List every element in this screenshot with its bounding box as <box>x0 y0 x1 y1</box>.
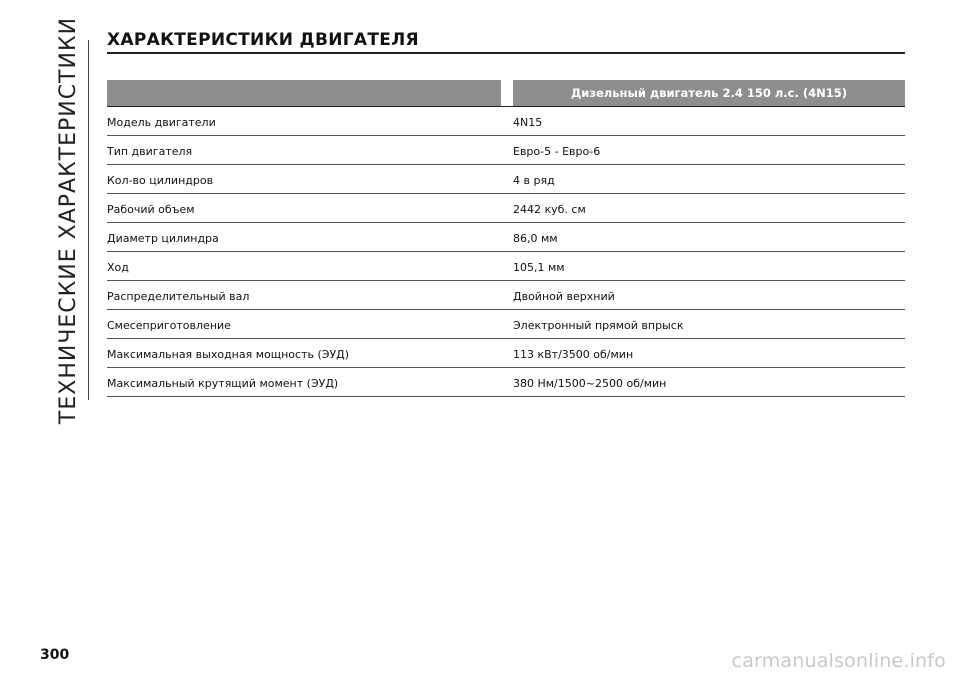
row-parameter: Тип двигателя <box>107 145 193 158</box>
row-parameter: Кол-во цилиндров <box>107 174 214 187</box>
table-row <box>107 223 905 252</box>
row-value: 105,1 мм <box>513 261 565 274</box>
table-row <box>107 252 905 281</box>
row-parameter: Ход <box>107 261 129 274</box>
table-row <box>107 281 905 310</box>
table-row <box>107 107 905 136</box>
section-side-title-text: ТЕХНИЧЕСКИЕ ХАРАКТЕРИСТИКИ <box>56 16 82 424</box>
engine-spec-table <box>107 80 905 397</box>
table-row <box>107 368 905 397</box>
row-value: 4N15 <box>513 116 543 129</box>
row-parameter: Диаметр цилиндра <box>107 232 219 245</box>
row-value: 86,0 мм <box>513 232 558 245</box>
row-parameter: Рабочий объем <box>107 203 195 216</box>
heading-divider <box>107 52 905 54</box>
row-parameter: Модель двигатели <box>107 116 216 129</box>
row-value: 380 Нм/1500~2500 об/мин <box>513 377 667 390</box>
table-row <box>107 136 905 165</box>
header-engine-cell: Дизельный двигатель 2.4 150 л.с. (4N15) <box>513 80 905 106</box>
table-row <box>107 194 905 223</box>
watermark-text: carmanualsonline.info <box>731 650 946 672</box>
row-value: 4 в ряд <box>513 174 555 187</box>
table-row <box>107 165 905 194</box>
page-title: ХАРАКТЕРИСТИКИ ДВИГАТЕЛЯ <box>107 30 419 50</box>
page-number: 300 <box>40 647 70 663</box>
row-parameter: Распределительный вал <box>107 290 250 303</box>
row-parameter: Максимальный крутящий момент (ЭУД) <box>107 377 339 390</box>
row-value: Двойной верхний <box>513 290 615 303</box>
row-value: 113 кВт/3500 об/мин <box>513 348 634 361</box>
row-value: 2442 куб. см <box>513 203 586 216</box>
header-parameter-cell <box>107 80 501 106</box>
side-divider <box>88 40 89 400</box>
row-parameter: Смесеприготовление <box>107 319 231 332</box>
row-value: Евро-5 - Евро-6 <box>513 145 601 158</box>
section-side-title <box>52 16 86 424</box>
table-row <box>107 310 905 339</box>
table-row <box>107 339 905 368</box>
row-parameter: Максимальная выходная мощность (ЭУД) <box>107 348 350 361</box>
table-header <box>107 80 905 106</box>
row-value: Электронный прямой впрыск <box>513 319 684 332</box>
